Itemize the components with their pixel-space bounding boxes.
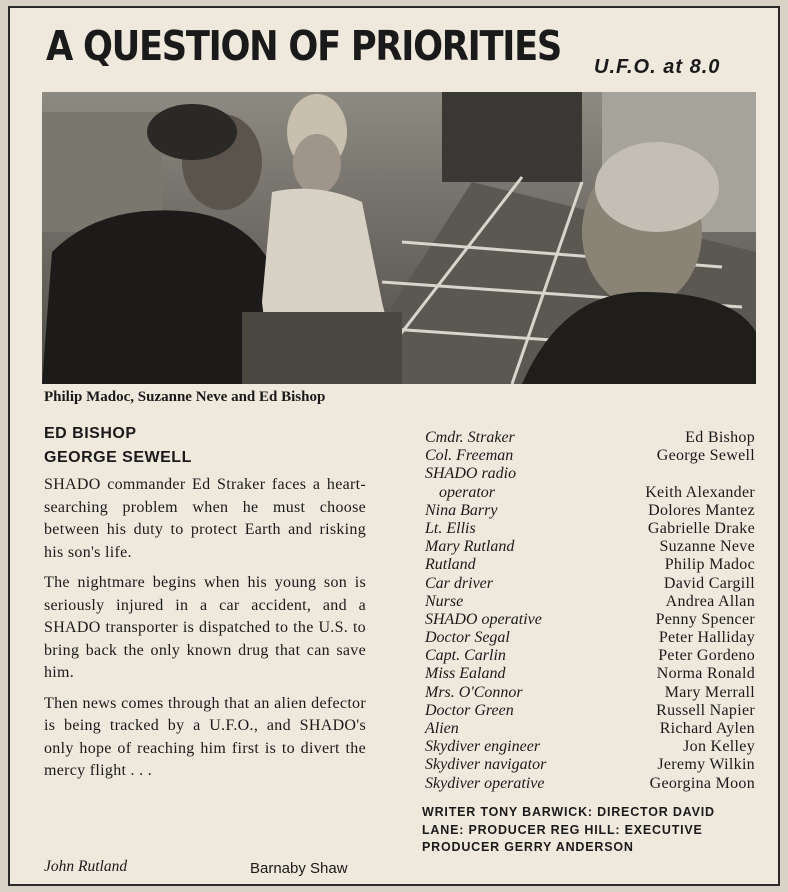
cast-actor: Richard Aylen (659, 720, 755, 737)
cast-row (425, 502, 755, 520)
cast-row (425, 684, 755, 702)
cast-role: Mrs. O'Connor (425, 683, 523, 701)
cast-row (425, 556, 755, 574)
cast-actor: George Sewell (656, 447, 755, 465)
cast-row (425, 538, 755, 556)
extra-cast-actor: Barnaby Shaw (250, 860, 348, 877)
cast-role: SHADO radio (425, 465, 517, 483)
cast-row (425, 756, 755, 774)
cast-actor: Peter Halliday (658, 629, 755, 647)
cast-row (425, 720, 755, 738)
cast-role: Doctor Green (425, 701, 514, 719)
cast-actor: Penny Spencer (655, 610, 755, 628)
photo-caption: Philip Madoc, Suzanne Neve and Ed Bishop (44, 389, 326, 405)
cast-actor: Ed Bishop (685, 429, 755, 446)
listing-page (8, 6, 780, 886)
cast-role: Nina Barry (425, 501, 498, 519)
cast-role: Alien (425, 720, 459, 737)
cast-list (425, 429, 755, 793)
cast-row (425, 702, 755, 720)
cast-actor: Gabrielle Drake (647, 519, 755, 537)
cast-actor: David Cargill (663, 574, 755, 592)
synopsis-paragraph: Then news comes through that an alien defector is being tracked by a U.F.O., and SHADO's only hope of reaching him first is to divert the mercy flight . . . (44, 694, 366, 779)
cast-row (425, 629, 755, 647)
cast-actor: Jon Kelley (683, 738, 755, 756)
extra-cast-role: John Rutland (44, 858, 128, 875)
cast-role: operator (439, 483, 495, 501)
cast-row (425, 520, 755, 538)
lead-actor: GEORGE SEWELL (44, 449, 192, 466)
production-still-image (42, 92, 756, 384)
cast-actor: Andrea Allan (665, 592, 755, 610)
cast-role: Capt. Carlin (425, 647, 506, 665)
cast-role: Cmdr. Straker (425, 429, 515, 446)
production-still (42, 92, 756, 384)
cast-row (425, 775, 755, 793)
synopsis-paragraph: The nightmare begins when his young son is seriously injured in a car accident, and a SHADO transporter is dispatched to the U.S. to bring back the only known drug that can save him. (44, 574, 366, 681)
cast-role: Miss Ealand (425, 665, 506, 683)
lead-actor: ED BISHOP (44, 425, 137, 442)
cast-row (425, 611, 755, 629)
cast-row (425, 738, 755, 756)
cast-row (425, 665, 755, 683)
cast-role: Rutland (425, 556, 476, 574)
cast-role: Car driver (425, 574, 493, 592)
cast-actor: Russell Napier (656, 701, 755, 719)
cast-actor: Jeremy Wilkin (657, 756, 755, 774)
cast-role: Skydiver navigator (425, 756, 547, 774)
cast-actor: Suzanne Neve (659, 538, 755, 556)
cast-row (425, 447, 755, 465)
synopsis (44, 474, 366, 791)
cast-role: SHADO operative (425, 610, 542, 628)
cast-actor: Philip Madoc (664, 556, 755, 574)
page-title: A QUESTION OF PRIORITIES (46, 22, 561, 70)
cast-row (425, 429, 755, 447)
cast-role: Doctor Segal (425, 629, 510, 647)
cast-row (425, 465, 755, 483)
cast-actor: Keith Alexander (645, 483, 755, 501)
cast-role: Lt. Ellis (425, 519, 476, 537)
cast-row (425, 484, 755, 502)
cast-row (425, 593, 755, 611)
cast-role: Skydiver operative (425, 774, 545, 792)
broadcast-slot: U.F.O. at 8.0 (594, 56, 721, 78)
cast-role: Col. Freeman (425, 447, 514, 465)
cast-actor: Dolores Mantez (648, 501, 755, 519)
cast-row (425, 647, 755, 665)
cast-actor: Mary Merrall (664, 683, 755, 701)
cast-actor: Peter Gordeno (658, 647, 755, 665)
cast-role: Mary Rutland (425, 538, 515, 556)
synopsis-paragraph: SHADO commander Ed Straker faces a heart-searching problem when he must choose between his duty to protect Earth and risking his son's life. (44, 476, 366, 561)
cast-row (425, 575, 755, 593)
cast-actor: Georgina Moon (649, 774, 755, 792)
production-credits: WRITER TONY BARWICK: DIRECTOR DAVID LANE: PRODUCER REG HILL: EXECUTIVE PRODUCER GERRY ANDERSON (422, 805, 715, 854)
cast-role: Skydiver engineer (425, 738, 541, 756)
cast-role: Nurse (425, 592, 464, 610)
lead-actors (44, 422, 192, 470)
cast-actor: Norma Ronald (656, 665, 755, 683)
